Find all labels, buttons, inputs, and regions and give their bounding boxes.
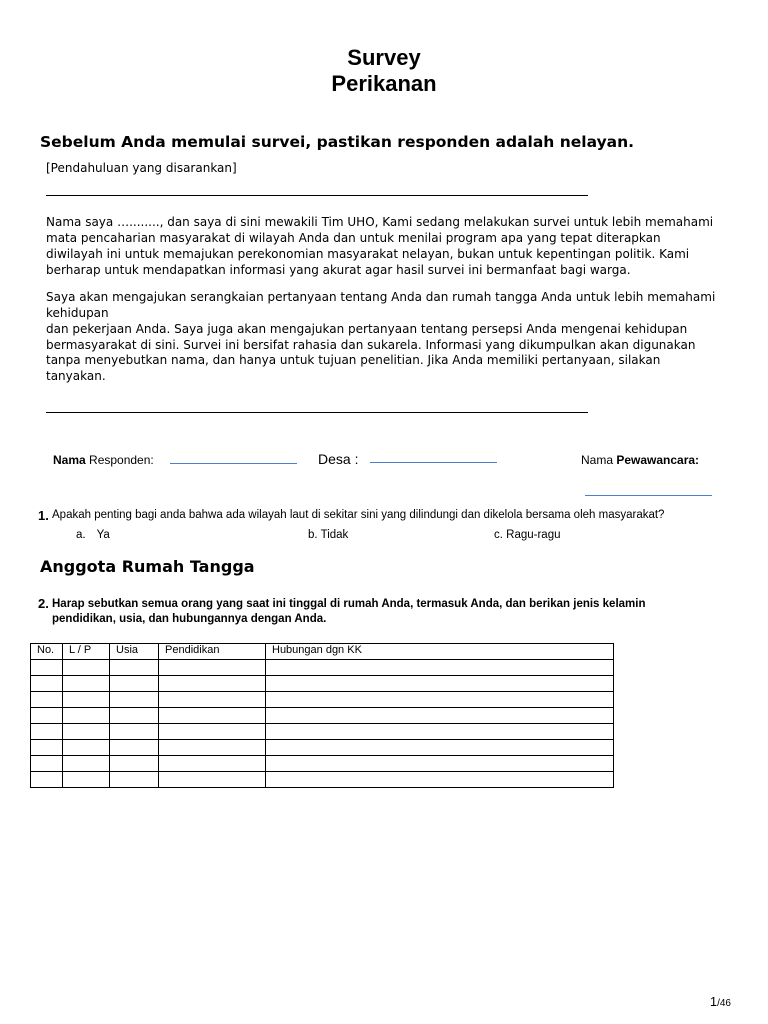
intro-paragraph-2	[46, 290, 736, 384]
table-cell[interactable]	[159, 740, 266, 756]
interviewer-name-field[interactable]	[585, 495, 712, 496]
table-cell[interactable]	[110, 692, 159, 708]
table-cell[interactable]	[31, 724, 63, 740]
column-header-age: Usia	[110, 644, 159, 660]
table-row	[31, 708, 614, 724]
document-title-line1: Survey	[347, 45, 421, 70]
table-cell[interactable]	[63, 756, 110, 772]
paragraph-line: kehidupan	[46, 305, 109, 320]
table-cell[interactable]	[159, 660, 266, 676]
column-header-relationship: Hubungan dgn KK	[266, 644, 614, 660]
table-cell[interactable]	[159, 756, 266, 772]
paragraph-line: dan pekerjaan Anda. Saya juga akan mengajukan pertanyaan tentang persepsi Anda mengenai kehidupan	[46, 322, 688, 336]
table-cell[interactable]	[266, 756, 614, 772]
table-row	[31, 740, 614, 756]
village-field[interactable]	[370, 462, 497, 463]
table-cell[interactable]	[63, 692, 110, 708]
table-cell[interactable]	[110, 756, 159, 772]
table-cell[interactable]	[63, 708, 110, 724]
instruction-heading: Sebelum Anda memulai survei, pastikan responden adalah nelayan.	[40, 133, 635, 151]
table-cell[interactable]	[63, 724, 110, 740]
table-cell[interactable]	[63, 740, 110, 756]
table-cell[interactable]	[31, 660, 63, 676]
table-row	[31, 676, 614, 692]
question-2-line1: Harap sebutkan semua orang yang saat ini tinggal di rumah Anda, termasuk Anda, dan berikan jenis kelamin	[52, 598, 646, 610]
table-cell[interactable]	[159, 676, 266, 692]
question-2-line2: pendidikan, usia, dan hubungannya dengan Anda.	[52, 613, 327, 625]
table-cell[interactable]	[159, 708, 266, 724]
household-members-table	[30, 643, 614, 788]
paragraph-line: Saya akan mengajukan serangkaian pertanyaan tentang Anda dan rumah tangga Anda untuk lebih memahami	[46, 290, 716, 304]
interviewer-name-label: Nama Pewawancara:	[581, 453, 700, 467]
table-cell[interactable]	[266, 692, 614, 708]
village-label: Desa :	[318, 451, 359, 467]
household-section-heading: Anggota Rumah Tangga	[40, 557, 255, 576]
table-row	[31, 756, 614, 772]
table-row	[31, 724, 614, 740]
table-header-row	[31, 644, 614, 660]
table-cell[interactable]	[159, 692, 266, 708]
table-cell[interactable]	[31, 692, 63, 708]
divider-bottom	[46, 412, 588, 413]
table-cell[interactable]	[31, 772, 63, 788]
table-cell[interactable]	[63, 772, 110, 788]
table-cell[interactable]	[110, 772, 159, 788]
table-cell[interactable]	[63, 676, 110, 692]
table-cell[interactable]	[110, 740, 159, 756]
table-row	[31, 692, 614, 708]
table-cell[interactable]	[266, 772, 614, 788]
table-cell[interactable]	[63, 660, 110, 676]
table-cell[interactable]	[266, 724, 614, 740]
paragraph-line: tanyakan.	[46, 368, 106, 383]
table-cell[interactable]	[266, 740, 614, 756]
column-header-gender: L / P	[63, 644, 110, 660]
table-cell[interactable]	[159, 772, 266, 788]
column-header-no: No.	[31, 644, 63, 660]
paragraph-line: berharap untuk mendapatkan informasi yang akurat agar hasil survei ini bermanfaat bagi warga.	[46, 263, 631, 277]
option-b[interactable]: b. Tidak	[308, 529, 349, 541]
respondent-name-label: Nama Responden:	[53, 453, 154, 467]
table-cell[interactable]	[110, 660, 159, 676]
table-row	[31, 660, 614, 676]
question-1-text: Apakah penting bagi anda bahwa ada wilayah laut di sekitar sini yang dilindungi dan dikelola bersama oleh masyarakat?	[52, 509, 665, 521]
table-cell[interactable]	[110, 708, 159, 724]
respondent-name-field[interactable]	[170, 463, 297, 464]
table-cell[interactable]	[266, 660, 614, 676]
table-cell[interactable]	[31, 740, 63, 756]
intro-label: [Pendahuluan yang disarankan]	[46, 161, 237, 175]
paragraph-line: bermasyarakat di sini. Survei ini bersifat rahasia dan sukarela. Informasi yang dikumpulkan akan digunakan	[46, 337, 696, 352]
table-cell[interactable]	[31, 756, 63, 772]
table-cell[interactable]	[31, 676, 63, 692]
paragraph-line: Nama saya …........, dan saya di sini mewakili Tim UHO, Kami sedang melakukan survei untuk lebih memahami	[46, 215, 714, 229]
table-cell[interactable]	[110, 676, 159, 692]
divider-top	[46, 195, 588, 196]
intro-paragraph-1	[46, 214, 736, 278]
paragraph-line: mata pencaharian masyarakat di wilayah Anda dan untuk menilai program apa yang tepat diterapkan	[46, 231, 661, 245]
document-title-line2: Perikanan	[331, 71, 437, 96]
option-a[interactable]: a. Ya	[76, 529, 110, 541]
option-c[interactable]: c. Ragu-ragu	[494, 529, 561, 541]
table-cell[interactable]	[159, 724, 266, 740]
table-cell[interactable]	[31, 708, 63, 724]
table-row	[31, 772, 614, 788]
paragraph-line: tanpa menyebutkan nama, dan hanya untuk tujuan penelitian. Jika Anda memiliki pertanyaan, silakan	[46, 353, 661, 367]
paragraph-line: diwilayah ini untuk memajukan perekonomian masyarakat nelayan, bukan untuk kepentingan politik. Kami	[46, 247, 690, 261]
table-cell[interactable]	[110, 724, 159, 740]
column-header-education: Pendidikan	[159, 644, 266, 660]
table-cell[interactable]	[266, 708, 614, 724]
page-number: 1/46	[709, 994, 731, 1009]
question-1-number: 1.	[38, 508, 49, 523]
question-2-number: 2.	[38, 596, 49, 611]
table-cell[interactable]	[266, 676, 614, 692]
